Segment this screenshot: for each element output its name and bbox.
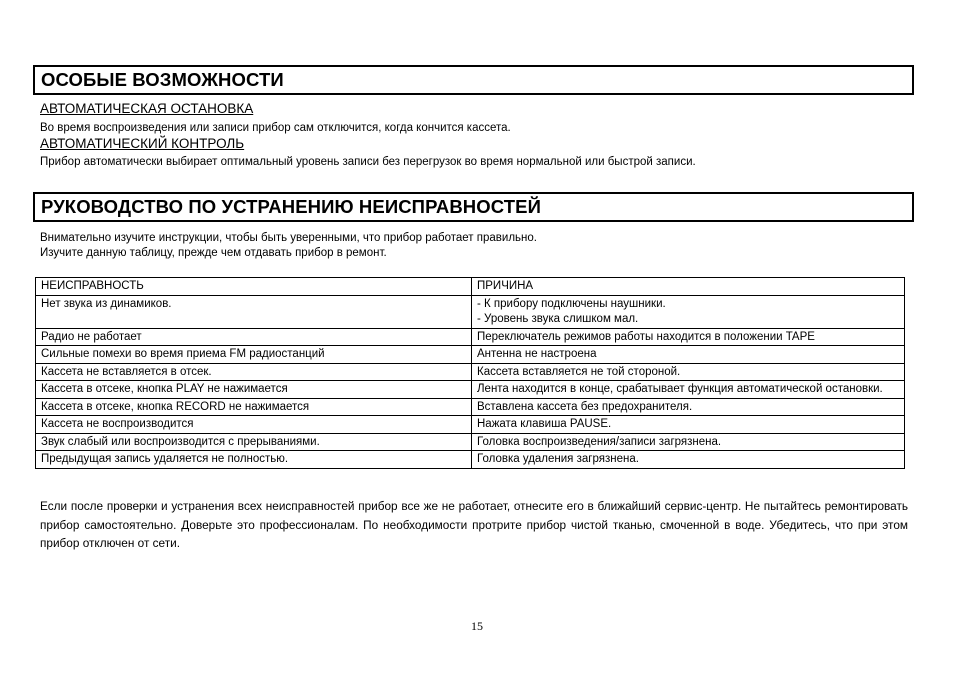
cause-line: Антенна не настроена — [477, 348, 597, 360]
cause-line: Лента находится в конце, срабатывает функция автоматической остановки. — [477, 383, 883, 395]
cause-line: Кассета вставляется не той стороной. — [477, 365, 681, 378]
cause-cell — [472, 328, 905, 346]
header-problem: НЕИСПРАВНОСТЬ — [36, 278, 472, 296]
problem-cell: Кассета в отсеке, кнопка RECORD не нажимается — [36, 398, 472, 416]
intro-line-2: Изучите данную таблицу, прежде чем отдавать прибор в ремонт. — [40, 247, 387, 259]
cause-line: Головка удаления загрязнена. — [477, 453, 639, 465]
cause-line: Переключатель режимов работы находится в положении TAPE — [477, 330, 815, 343]
cause-cell — [472, 363, 905, 381]
problem-cell: Сильные помехи во время приема FM радиостанций — [36, 346, 472, 364]
table-header-row — [36, 278, 905, 296]
cause-cell — [472, 451, 905, 469]
cause-cell — [472, 346, 905, 364]
cause-line: Вставлена кассета без предохранителя. — [477, 400, 693, 413]
cause-line: - К прибору подключены наушники. — [477, 297, 666, 310]
auto-control-text: Прибор автоматически выбирает оптимальный уровень записи без перегрузок во время нормальной или быстрой записи. — [40, 156, 696, 168]
cause-cell — [472, 416, 905, 434]
problem-cell: Радио не работает — [36, 328, 472, 346]
cause-line: - Уровень звука слишком мал. — [477, 313, 639, 325]
problem-cell: Нет звука из динамиков. — [36, 295, 472, 328]
auto-control-heading: АВТОМАТИЧЕСКИЙ КОНТРОЛЬ — [40, 136, 245, 151]
cause-cell — [472, 295, 905, 328]
header-cause: ПРИЧИНА — [472, 278, 905, 296]
closing-paragraph: Если после проверки и устранения всех неисправностей прибор все же не работает, отнесите его в ближайший сервис-центр. Не пытайтесь ремонтировать прибор самостоятельно. Доверьте это профессионалам. По необходимости протрите прибор чистой тканью, смоченной в воде. Убедитесь, что при этом прибор отключен от сети. — [40, 499, 908, 550]
table-row — [36, 381, 905, 399]
section-title-features: ОСОБЫЕ ВОЗМОЖНОСТИ — [33, 65, 914, 95]
troubleshooting-table — [35, 277, 905, 469]
table-row — [36, 398, 905, 416]
cause-cell — [472, 433, 905, 451]
table-row — [36, 328, 905, 346]
intro-line-1: Внимательно изучите инструкции, чтобы быть уверенными, что прибор работает правильно. — [40, 232, 537, 244]
table-row — [36, 346, 905, 364]
table-row — [36, 363, 905, 381]
problem-cell: Предыдущая запись удаляется не полностью. — [36, 451, 472, 469]
auto-stop-heading: АВТОМАТИЧЕСКАЯ ОСТАНОВКА — [40, 101, 254, 116]
cause-line: Головка воспроизведения/записи загрязнена. — [477, 435, 722, 448]
problem-cell: Звук слабый или воспроизводится с прерываниями. — [36, 433, 472, 451]
table-row — [36, 451, 905, 469]
problem-cell: Кассета не воспроизводится — [36, 416, 472, 434]
problem-cell: Кассета не вставляется в отсек. — [36, 363, 472, 381]
cause-cell — [472, 381, 905, 399]
auto-stop-text: Во время воспроизведения или записи прибор сам отключится, когда кончится кассета. — [40, 122, 511, 134]
page-number: 15 — [471, 619, 483, 633]
table-row — [36, 295, 905, 328]
problem-cell: Кассета в отсеке, кнопка PLAY не нажимается — [36, 381, 472, 399]
cause-line: Нажата клавиша PAUSE. — [477, 418, 612, 430]
cause-cell — [472, 398, 905, 416]
section-title-troubleshooting: РУКОВОДСТВО ПО УСТРАНЕНИЮ НЕИСПРАВНОСТЕЙ — [33, 192, 914, 222]
table-row — [36, 416, 905, 434]
table-row — [36, 433, 905, 451]
